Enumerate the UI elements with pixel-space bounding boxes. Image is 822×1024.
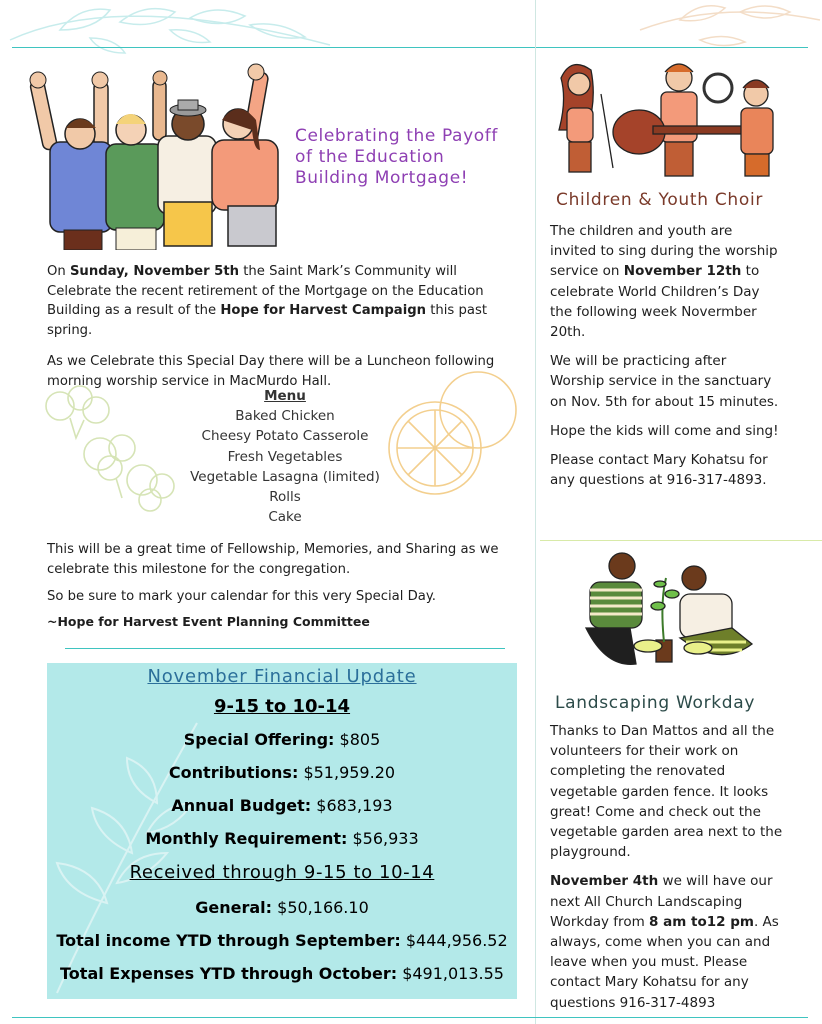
broccoli-illustration (30, 384, 180, 514)
choir-paragraph-3: Hope the kids will come and sing! (550, 422, 779, 439)
text: to celebrate World Children’s Day the following week Novermber 20th. (550, 263, 760, 341)
workday-time: 8 am to12 pm (649, 913, 754, 930)
financial-value: $51,959.20 (298, 763, 396, 782)
text: The children and youth are invited to sing during the worship service on (550, 223, 778, 280)
financial-label: General: (195, 898, 273, 917)
financial-item (47, 789, 517, 822)
financial-item (47, 756, 517, 789)
financial-item (47, 924, 517, 957)
mortgage-title-line: Building Mortgage! (295, 168, 469, 188)
campaign-name: Hope for Harvest Campaign (220, 303, 427, 318)
article-paragraph-4: So be sure to mark your calendar for this very Special Day. (47, 589, 436, 604)
menu-item: Cake (268, 509, 302, 526)
received-heading: Received through 9-15 to 10-14 (129, 862, 435, 883)
menu-heading: Menu (264, 388, 306, 404)
column-divider (535, 0, 536, 1024)
financial-period: 9-15 to 10-14 (213, 696, 351, 717)
menu-item: Rolls (269, 489, 301, 506)
mortgage-title-line: of the Education (295, 147, 445, 167)
text: we will have our next All Church Landscaping Workday from (550, 873, 773, 930)
financial-value: $50,166.10 (272, 898, 369, 917)
financial-update-box (47, 663, 517, 999)
article-paragraph-2: As we Celebrate this Special Day there will be a Luncheon following morning worship service in MacMurdo Hall. (47, 354, 495, 389)
financial-value: $491,013.55 (397, 964, 504, 983)
event-date: Sunday, November 5th (69, 264, 240, 279)
celebrating-people-illustration (28, 62, 290, 250)
financial-item (47, 957, 517, 990)
luncheon-menu (160, 386, 410, 527)
choir-paragraph-2: We will be practicing after Worship service in the sanctuary on Nov. 5th for about 15 minutes. (550, 353, 779, 410)
financial-label: Monthly Requirement: (145, 829, 348, 848)
section-divider (65, 648, 505, 649)
financial-title-text: November Financial Update (147, 666, 417, 687)
financial-value: $805 (334, 730, 381, 749)
financial-value: $444,956.52 (400, 931, 508, 950)
financial-label: Special Offering: (183, 730, 335, 749)
mortgage-title-line: Celebrating the Payoff (295, 126, 498, 146)
financial-value: $56,933 (347, 829, 419, 848)
bottom-divider (12, 1017, 808, 1018)
top-divider (12, 47, 808, 48)
financial-label: Total Expenses YTD through October: (60, 964, 398, 983)
landscaping-paragraph-1: Thanks to Dan Mattos and all the volunteers for their work on completing the renovated vegetable garden fence. It looks great! Come and check out the vegetable garden area next to the playground. (550, 723, 783, 861)
choir-title: Children & Youth Choir (556, 190, 764, 210)
financial-value: $683,193 (311, 796, 393, 815)
choir-paragraph-4: Please contact Mary Kohatsu for any questions at 916-317-4893. (550, 452, 768, 489)
menu-item: Baked Chicken (235, 408, 335, 425)
gardening-illustration (570, 550, 760, 680)
financial-title (47, 664, 517, 690)
financial-label: Annual Budget: (171, 796, 312, 815)
landscaping-paragraph-2 (550, 871, 785, 1012)
text: . As always, come when you can and leave when you must. Please contact Mary Kohatsu for any questions 916-317-4893 (550, 913, 779, 1011)
financial-item (47, 822, 517, 855)
choir-illustration (553, 58, 783, 180)
article-paragraph-3: This will be a great time of Fellowship, Memories, and Sharing as we celebrate this milestone for the congregation. (47, 542, 499, 577)
financial-label: Contributions: (168, 763, 299, 782)
financial-label: Total income YTD through September: (56, 931, 401, 950)
choir-article (550, 221, 780, 490)
menu-item: Fresh Vegetables (227, 448, 343, 465)
menu-item: Cheesy Potato Casserole (201, 428, 369, 445)
sidebar-divider (540, 540, 822, 541)
financial-item (47, 891, 517, 924)
workday-date: November 4th (550, 873, 659, 890)
menu-item: Vegetable Lasagna (limited) (190, 468, 380, 485)
choir-paragraph-1 (550, 221, 780, 342)
main-article-closing (47, 540, 515, 631)
text: On (47, 264, 70, 279)
leaf-decoration-top (0, 0, 822, 60)
mortgage-title (295, 126, 530, 189)
committee-signature: ~Hope for Harvest Event Planning Committee (47, 613, 370, 629)
text: this past spring. (47, 303, 487, 338)
landscaping-title: Landscaping Workday (555, 693, 756, 713)
landscaping-article (550, 721, 785, 1013)
article-paragraph-1 (47, 262, 510, 340)
financial-item (47, 723, 517, 756)
choir-date: November 12th (623, 263, 742, 280)
text: the Saint Mark’s Community will Celebrate the recent retirement of the Mortgage on the Education Building as a result of the (47, 264, 484, 318)
